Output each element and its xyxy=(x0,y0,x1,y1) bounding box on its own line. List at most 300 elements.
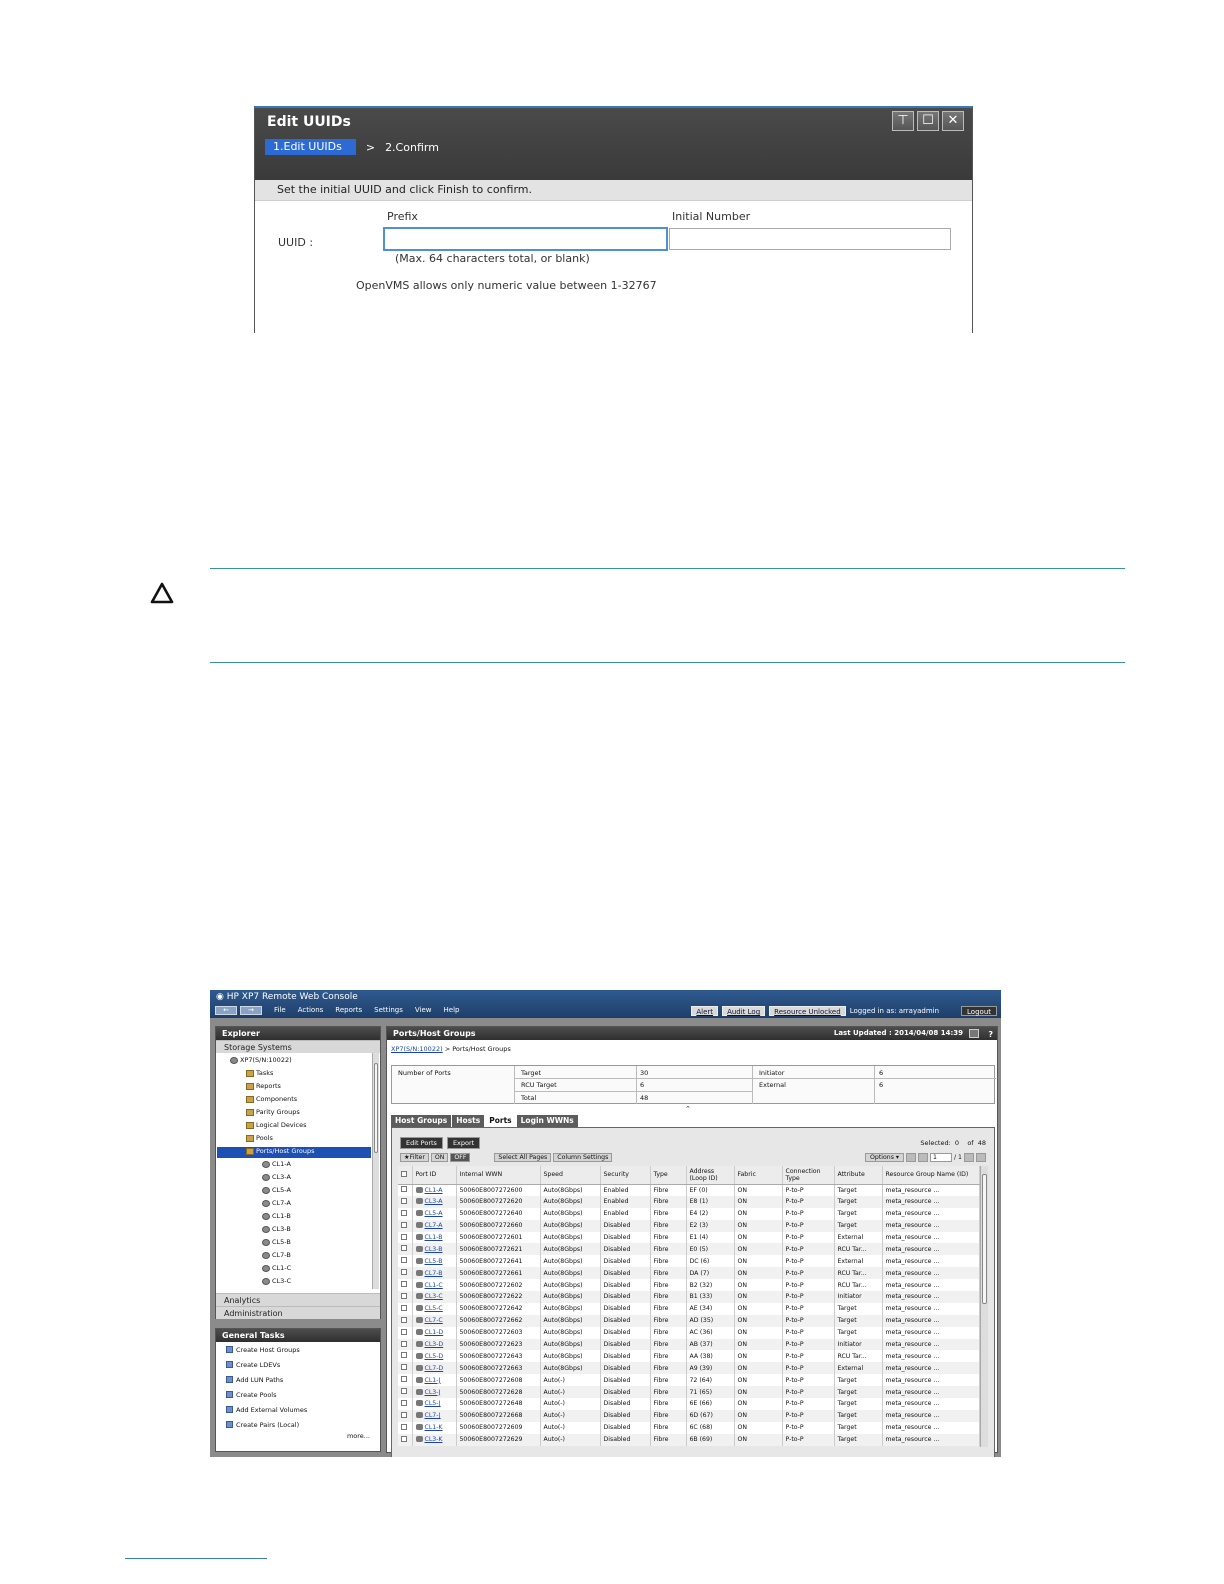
menu-reports[interactable]: Reports xyxy=(335,1006,363,1014)
table-cell: ON xyxy=(734,1184,782,1196)
table-cell: Enabled xyxy=(600,1184,650,1196)
port-id-link[interactable]: CL1-C xyxy=(424,1281,443,1289)
table-row[interactable] xyxy=(398,1410,980,1422)
row-checkbox[interactable] xyxy=(398,1422,412,1434)
table-row[interactable] xyxy=(398,1374,980,1386)
storage-systems-header[interactable]: Storage Systems xyxy=(216,1040,380,1053)
help-icon[interactable]: ? xyxy=(988,1030,993,1039)
row-checkbox[interactable] xyxy=(398,1291,412,1303)
table-cell: Disabled xyxy=(600,1434,650,1446)
port-id-cell[interactable] xyxy=(412,1434,456,1446)
table-cell: 50060E8007272661 xyxy=(456,1267,540,1279)
last-page-icon[interactable] xyxy=(976,1153,986,1162)
row-checkbox[interactable] xyxy=(398,1386,412,1398)
tree-item-port[interactable]: CL7-A xyxy=(262,1199,291,1207)
tab-login-wwns[interactable]: Login WWNs xyxy=(517,1115,578,1127)
table-cell: P-to-P xyxy=(782,1303,834,1315)
column-header[interactable]: Security xyxy=(600,1166,650,1184)
row-checkbox[interactable] xyxy=(398,1350,412,1362)
column-header[interactable]: Resource Group Name (ID) xyxy=(882,1166,980,1184)
administration-header[interactable]: Administration xyxy=(216,1306,380,1319)
table-row[interactable] xyxy=(398,1434,980,1446)
table-cell: P-to-P xyxy=(782,1243,834,1255)
table-cell: 50060E8007272660 xyxy=(456,1220,540,1232)
analytics-header[interactable]: Analytics xyxy=(216,1293,380,1306)
edit-ports-button[interactable]: Edit Ports xyxy=(400,1137,443,1149)
caution-triangle-icon xyxy=(150,582,174,608)
table-cell: Fibre xyxy=(650,1362,686,1374)
row-checkbox[interactable] xyxy=(398,1327,412,1339)
port-id-cell[interactable] xyxy=(412,1232,456,1244)
port-id-cell[interactable] xyxy=(412,1184,456,1196)
port-id-cell[interactable] xyxy=(412,1208,456,1220)
row-checkbox[interactable] xyxy=(398,1220,412,1232)
tree-item-port[interactable]: CL7-B xyxy=(262,1251,291,1259)
task-create-ldevs[interactable]: Create LDEVs xyxy=(216,1357,380,1372)
table-cell: Target xyxy=(834,1386,882,1398)
row-checkbox[interactable] xyxy=(398,1303,412,1315)
table-cell: Auto(8Gbps) xyxy=(540,1208,600,1220)
table-cell: Auto(8Gbps) xyxy=(540,1243,600,1255)
table-cell: meta_resource ... xyxy=(882,1315,980,1327)
table-cell: P-to-P xyxy=(782,1220,834,1232)
refresh-icon[interactable] xyxy=(969,1029,979,1038)
port-id-cell[interactable] xyxy=(412,1350,456,1362)
port-id-link[interactable]: CL3-D xyxy=(424,1341,444,1349)
port-id-link[interactable]: CL3-K xyxy=(424,1436,443,1444)
port-id-link[interactable]: CL5-A xyxy=(424,1210,443,1218)
port-icon xyxy=(416,1305,423,1311)
explorer-tree xyxy=(216,1053,380,1293)
table-cell: P-to-P xyxy=(782,1279,834,1291)
port-id-cell[interactable] xyxy=(412,1339,456,1351)
table-cell: Disabled xyxy=(600,1315,650,1327)
previous-page-icon[interactable] xyxy=(918,1153,928,1162)
explorer-title: Explorer xyxy=(216,1027,380,1040)
alert-button[interactable]: Alert xyxy=(691,1006,718,1016)
table-cell: External xyxy=(834,1362,882,1374)
table-cell: meta_resource ... xyxy=(882,1208,980,1220)
port-icon xyxy=(416,1198,423,1204)
table-cell: AA (38) xyxy=(686,1350,734,1362)
table-cell: Auto(8Gbps) xyxy=(540,1339,600,1351)
tree-item-components[interactable]: Components xyxy=(246,1095,297,1103)
table-row[interactable] xyxy=(398,1339,980,1351)
table-cell: 50060E8007272640 xyxy=(456,1208,540,1220)
table-cell: Fibre xyxy=(650,1398,686,1410)
port-id-link[interactable]: CL3-C xyxy=(424,1293,443,1301)
tree-item-port[interactable]: CL5-B xyxy=(262,1238,291,1246)
row-checkbox[interactable] xyxy=(398,1362,412,1374)
table-cell: ON xyxy=(734,1350,782,1362)
table-cell: Target xyxy=(834,1315,882,1327)
table-row[interactable] xyxy=(398,1184,980,1196)
table-row[interactable] xyxy=(398,1279,980,1291)
table-cell: 6E (66) xyxy=(686,1398,734,1410)
table-cell: Initiator xyxy=(834,1291,882,1303)
table-row[interactable] xyxy=(398,1327,980,1339)
port-id-link[interactable]: CL3-B xyxy=(424,1245,443,1253)
table-cell: ON xyxy=(734,1267,782,1279)
summary-total-label: Total xyxy=(521,1094,537,1102)
table-cell: A9 (39) xyxy=(686,1362,734,1374)
next-page-icon[interactable] xyxy=(964,1153,974,1162)
summary-label: Number of Ports xyxy=(398,1069,451,1077)
port-icon xyxy=(416,1377,423,1383)
table-row[interactable] xyxy=(398,1362,980,1374)
port-id-cell[interactable] xyxy=(412,1398,456,1410)
port-id-link[interactable]: CL1-K xyxy=(424,1424,443,1432)
port-id-link[interactable]: CL5-C xyxy=(424,1305,443,1313)
tree-item-port[interactable]: CL1-B xyxy=(262,1212,291,1220)
tab-host-groups[interactable]: Host Groups xyxy=(391,1115,451,1127)
collapse-summary-icon[interactable]: ⌃ xyxy=(685,1105,691,1113)
port-id-link[interactable]: CL7-C xyxy=(424,1317,443,1325)
forward-icon[interactable]: → xyxy=(240,1006,262,1015)
general-tasks-pane xyxy=(215,1328,381,1452)
dialog-instruction: Set the initial UUID and click Finish to confirm. xyxy=(255,180,972,201)
port-id-link[interactable]: CL5-J xyxy=(424,1400,441,1408)
column-header[interactable]: Address (Loop ID) xyxy=(686,1166,734,1184)
column-header[interactable]: Connection Type xyxy=(782,1166,834,1184)
table-row[interactable] xyxy=(398,1196,980,1208)
row-checkbox[interactable] xyxy=(398,1196,412,1208)
task-icon xyxy=(226,1421,233,1428)
table-cell: AE (34) xyxy=(686,1303,734,1315)
table-cell: AD (35) xyxy=(686,1315,734,1327)
port-id-cell[interactable] xyxy=(412,1220,456,1232)
table-cell: Target xyxy=(834,1422,882,1434)
resource-unlocked-button[interactable]: Resource Unlocked xyxy=(769,1006,846,1016)
table-row[interactable] xyxy=(398,1315,980,1327)
tree-item-parity-groups[interactable]: Parity Groups xyxy=(246,1108,300,1116)
port-id-cell[interactable] xyxy=(412,1243,456,1255)
table-cell: ON xyxy=(734,1362,782,1374)
table-cell: Disabled xyxy=(600,1291,650,1303)
table-cell: P-to-P xyxy=(782,1339,834,1351)
table-cell: ON xyxy=(734,1196,782,1208)
table-cell: AC (36) xyxy=(686,1327,734,1339)
port-id-cell[interactable] xyxy=(412,1303,456,1315)
menu-file[interactable]: File xyxy=(274,1006,286,1014)
tree-item-port[interactable]: CL3-A xyxy=(262,1173,291,1181)
tree-item-storage[interactable]: XP7(S/N:10022) xyxy=(230,1056,292,1064)
tree-item-tasks[interactable]: Tasks xyxy=(246,1069,273,1077)
table-cell: P-to-P xyxy=(782,1362,834,1374)
port-id-cell[interactable] xyxy=(412,1196,456,1208)
row-checkbox[interactable] xyxy=(398,1208,412,1220)
explorer-scrollbar[interactable] xyxy=(372,1053,379,1289)
port-id-link[interactable]: CL3-A xyxy=(424,1198,443,1206)
tree-item-reports[interactable]: Reports xyxy=(246,1082,281,1090)
table-cell: Fibre xyxy=(650,1220,686,1232)
table-cell: Disabled xyxy=(600,1255,650,1267)
tree-item-port[interactable]: CL1-C xyxy=(262,1264,291,1272)
page-number-input[interactable]: 1 xyxy=(930,1153,952,1162)
logout-button[interactable]: Logout xyxy=(961,1006,997,1016)
prefix-input[interactable] xyxy=(383,227,668,251)
table-cell: Disabled xyxy=(600,1267,650,1279)
table-cell: Auto(8Gbps) xyxy=(540,1303,600,1315)
menu-settings[interactable]: Settings xyxy=(374,1006,403,1014)
port-icon xyxy=(416,1412,423,1418)
port-id-link[interactable]: CL7-D xyxy=(424,1364,444,1372)
table-row[interactable] xyxy=(398,1232,980,1244)
menu-actions[interactable]: Actions xyxy=(297,1006,324,1014)
tree-item-port[interactable]: CL3-B xyxy=(262,1225,291,1233)
table-cell: 6B (69) xyxy=(686,1434,734,1446)
table-row[interactable] xyxy=(398,1208,980,1220)
tree-item-ports-host-groups[interactable]: Ports/Host Groups xyxy=(246,1147,315,1155)
port-id-cell[interactable] xyxy=(412,1386,456,1398)
column-header[interactable]: Type xyxy=(650,1166,686,1184)
export-button[interactable]: Export xyxy=(447,1137,480,1149)
table-cell: External xyxy=(834,1255,882,1267)
table-cell: Auto(8Gbps) xyxy=(540,1362,600,1374)
task-icon xyxy=(226,1406,233,1413)
column-header[interactable]: Fabric xyxy=(734,1166,782,1184)
uuid-label: UUID : xyxy=(278,236,314,249)
table-cell: Fibre xyxy=(650,1196,686,1208)
task-create-pools[interactable]: Create Pools xyxy=(216,1387,380,1402)
max-characters-note: (Max. 64 characters total, or blank) xyxy=(395,252,590,265)
close-icon[interactable]: ✕ xyxy=(942,111,964,131)
column-settings-button[interactable]: Column Settings xyxy=(553,1153,612,1162)
explorer-pane xyxy=(215,1026,381,1319)
filter-on-button[interactable]: ON xyxy=(431,1153,449,1162)
table-cell: RCU Tar... xyxy=(834,1350,882,1362)
selected-count: Selected: 0 of 48 xyxy=(920,1139,986,1147)
table-cell: P-to-P xyxy=(782,1315,834,1327)
select-all-pages-button[interactable]: Select All Pages xyxy=(494,1153,551,1162)
table-cell: Disabled xyxy=(600,1279,650,1291)
table-cell: 50060E8007272662 xyxy=(456,1315,540,1327)
port-id-link[interactable]: CL7-A xyxy=(424,1222,443,1230)
port-icon xyxy=(416,1341,423,1347)
table-cell: DC (6) xyxy=(686,1255,734,1267)
column-header[interactable]: Speed xyxy=(540,1166,600,1184)
port-icon xyxy=(416,1365,423,1371)
table-cell: Target xyxy=(834,1374,882,1386)
port-id-link[interactable]: CL7-B xyxy=(424,1269,443,1277)
table-cell: Disabled xyxy=(600,1422,650,1434)
port-icon xyxy=(416,1222,423,1228)
table-cell: E0 (5) xyxy=(686,1243,734,1255)
table-row[interactable] xyxy=(398,1267,980,1279)
tab-hosts[interactable]: Hosts xyxy=(452,1115,484,1127)
table-row[interactable] xyxy=(398,1350,980,1362)
port-id-link[interactable]: CL5-B xyxy=(424,1257,443,1265)
column-header[interactable]: Internal WWN xyxy=(456,1166,540,1184)
row-checkbox[interactable] xyxy=(398,1374,412,1386)
first-page-icon[interactable] xyxy=(906,1153,916,1162)
table-cell: ON xyxy=(734,1398,782,1410)
table-cell: 50060E8007272622 xyxy=(456,1291,540,1303)
table-cell: meta_resource ... xyxy=(882,1327,980,1339)
table-cell: P-to-P xyxy=(782,1434,834,1446)
port-id-cell[interactable] xyxy=(412,1267,456,1279)
table-row[interactable] xyxy=(398,1255,980,1267)
table-row[interactable] xyxy=(398,1303,980,1315)
options-dropdown[interactable]: Options ▾ xyxy=(865,1153,904,1162)
tree-item-port[interactable]: CL1-A xyxy=(262,1160,291,1168)
port-id-cell[interactable] xyxy=(412,1410,456,1422)
table-cell: ON xyxy=(734,1232,782,1244)
table-cell: Auto(8Gbps) xyxy=(540,1350,600,1362)
table-cell: P-to-P xyxy=(782,1291,834,1303)
main-title-bar xyxy=(387,1027,997,1040)
tree-item-port[interactable]: CL5-A xyxy=(262,1186,291,1194)
port-id-cell[interactable] xyxy=(412,1422,456,1434)
table-cell: RCU Tar... xyxy=(834,1243,882,1255)
port-id-cell[interactable] xyxy=(412,1362,456,1374)
table-cell: AB (37) xyxy=(686,1339,734,1351)
tree-item-pools[interactable]: Pools xyxy=(246,1134,273,1142)
row-checkbox[interactable] xyxy=(398,1434,412,1446)
table-cell: Fibre xyxy=(650,1327,686,1339)
table-cell: Auto(-) xyxy=(540,1434,600,1446)
table-cell: P-to-P xyxy=(782,1267,834,1279)
row-checkbox[interactable] xyxy=(398,1339,412,1351)
row-checkbox[interactable] xyxy=(398,1255,412,1267)
column-header[interactable]: Port ID xyxy=(412,1166,456,1184)
table-row[interactable] xyxy=(398,1243,980,1255)
table-cell: B1 (33) xyxy=(686,1291,734,1303)
port-id-cell[interactable] xyxy=(412,1255,456,1267)
table-cell: Fibre xyxy=(650,1243,686,1255)
back-icon[interactable]: ← xyxy=(215,1006,237,1015)
port-id-link[interactable]: CL3-J xyxy=(424,1388,441,1396)
menu-view[interactable]: View xyxy=(414,1006,432,1014)
table-cell: Enabled xyxy=(600,1208,650,1220)
table-row[interactable] xyxy=(398,1220,980,1232)
port-icon xyxy=(416,1234,423,1240)
port-id-cell[interactable] xyxy=(412,1291,456,1303)
task-create-pairs-local[interactable]: Create Pairs (Local) xyxy=(216,1417,380,1432)
table-cell: P-to-P xyxy=(782,1208,834,1220)
table-cell: Auto(-) xyxy=(540,1410,600,1422)
hp-logo-icon: ◉ xyxy=(216,992,227,1002)
logged-in-user: Logged in as: arrayadmin xyxy=(849,1007,940,1015)
table-cell: Fibre xyxy=(650,1386,686,1398)
row-checkbox[interactable] xyxy=(398,1243,412,1255)
audit-log-button[interactable]: Audit Log xyxy=(722,1006,765,1016)
port-id-cell[interactable] xyxy=(412,1374,456,1386)
table-cell: Disabled xyxy=(600,1362,650,1374)
table-cell: P-to-P xyxy=(782,1255,834,1267)
tab-bar xyxy=(391,1115,578,1127)
table-cell: 50060E8007272643 xyxy=(456,1350,540,1362)
row-checkbox[interactable] xyxy=(398,1398,412,1410)
step-separator: > xyxy=(365,140,376,154)
table-cell: P-to-P xyxy=(782,1232,834,1244)
table-row[interactable] xyxy=(398,1398,980,1410)
row-checkbox[interactable] xyxy=(398,1315,412,1327)
breadcrumb-storage-link[interactable]: XP7(S/N:10022) xyxy=(391,1045,443,1053)
row-checkbox[interactable] xyxy=(398,1279,412,1291)
task-add-external-volumes[interactable]: Add External Volumes xyxy=(216,1402,380,1417)
table-cell: 71 (65) xyxy=(686,1386,734,1398)
port-icon xyxy=(416,1282,423,1288)
maximize-icon[interactable]: ☐ xyxy=(917,111,939,131)
port-id-link[interactable]: CL1-J xyxy=(424,1376,441,1384)
summary-initiator-value: 6 xyxy=(879,1069,884,1077)
table-cell: ON xyxy=(734,1279,782,1291)
summary-initiator-label: Initiator xyxy=(759,1069,785,1077)
task-create-host-groups[interactable]: Create Host Groups xyxy=(216,1342,380,1357)
row-checkbox[interactable] xyxy=(398,1267,412,1279)
page-total: / 1 xyxy=(954,1154,962,1161)
table-row[interactable] xyxy=(398,1386,980,1398)
table-cell: E8 (1) xyxy=(686,1196,734,1208)
port-id-cell[interactable] xyxy=(412,1279,456,1291)
table-cell: Target xyxy=(834,1303,882,1315)
filter-button[interactable]: ★Filter xyxy=(400,1153,429,1162)
table-cell: 50060E8007272601 xyxy=(456,1232,540,1244)
table-cell: 50060E8007272609 xyxy=(456,1422,540,1434)
table-cell: ON xyxy=(734,1422,782,1434)
port-id-link[interactable]: CL7-J xyxy=(424,1412,441,1420)
table-cell: 50060E8007272668 xyxy=(456,1410,540,1422)
row-checkbox[interactable] xyxy=(398,1184,412,1196)
app-header xyxy=(210,990,1001,1018)
port-id-cell[interactable] xyxy=(412,1327,456,1339)
filter-off-button[interactable]: OFF xyxy=(450,1153,470,1162)
table-cell: P-to-P xyxy=(782,1184,834,1196)
pin-icon[interactable]: ⊤ xyxy=(892,111,914,131)
app-title: ◉ HP XP7 Remote Web Console xyxy=(216,992,358,1002)
table-cell: Auto(8Gbps) xyxy=(540,1255,600,1267)
table-row[interactable] xyxy=(398,1422,980,1434)
table-cell: RCU Tar... xyxy=(834,1279,882,1291)
tree-item-port[interactable]: CL3-C xyxy=(262,1277,291,1285)
port-id-cell[interactable] xyxy=(412,1315,456,1327)
chevron-down-icon: ▾ xyxy=(895,1154,899,1161)
table-cell: 6D (67) xyxy=(686,1410,734,1422)
table-cell: Fibre xyxy=(650,1374,686,1386)
table-row[interactable] xyxy=(398,1291,980,1303)
breadcrumb: XP7(S/N:10022) > Ports/Host Groups xyxy=(391,1045,511,1053)
tab-ports[interactable]: Ports xyxy=(485,1115,515,1127)
more-tasks-link[interactable]: more... xyxy=(346,1432,370,1440)
row-checkbox[interactable] xyxy=(398,1410,412,1422)
table-cell: 50060E8007272608 xyxy=(456,1374,540,1386)
table-cell: 50060E8007272623 xyxy=(456,1339,540,1351)
table-cell: 50060E8007272648 xyxy=(456,1398,540,1410)
step-confirm[interactable]: 2.Confirm xyxy=(385,140,439,154)
table-cell: External xyxy=(834,1232,882,1244)
port-id-link[interactable]: CL1-D xyxy=(424,1329,444,1337)
tree-item-logical-devices[interactable]: Logical Devices xyxy=(246,1121,306,1129)
task-add-lun-paths[interactable]: Add LUN Paths xyxy=(216,1372,380,1387)
main-title: Ports/Host Groups xyxy=(393,1029,476,1038)
port-id-link[interactable]: CL5-D xyxy=(424,1352,444,1360)
step-edit-uuids[interactable]: 1.Edit UUIDs xyxy=(265,139,356,155)
port-id-link[interactable]: CL1-A xyxy=(424,1186,443,1194)
port-icon xyxy=(416,1258,423,1264)
table-cell: Auto(-) xyxy=(540,1374,600,1386)
menu-bar xyxy=(274,1006,459,1014)
menu-help[interactable]: Help xyxy=(443,1006,460,1014)
table-cell: 50060E8007272642 xyxy=(456,1303,540,1315)
select-all-checkbox[interactable] xyxy=(398,1166,412,1184)
row-checkbox[interactable] xyxy=(398,1232,412,1244)
column-header[interactable]: Attribute xyxy=(834,1166,882,1184)
table-scrollbar[interactable] xyxy=(980,1166,988,1447)
initial-number-input[interactable] xyxy=(669,228,951,250)
table-cell: Auto(8Gbps) xyxy=(540,1327,600,1339)
port-id-link[interactable]: CL1-B xyxy=(424,1234,443,1241)
